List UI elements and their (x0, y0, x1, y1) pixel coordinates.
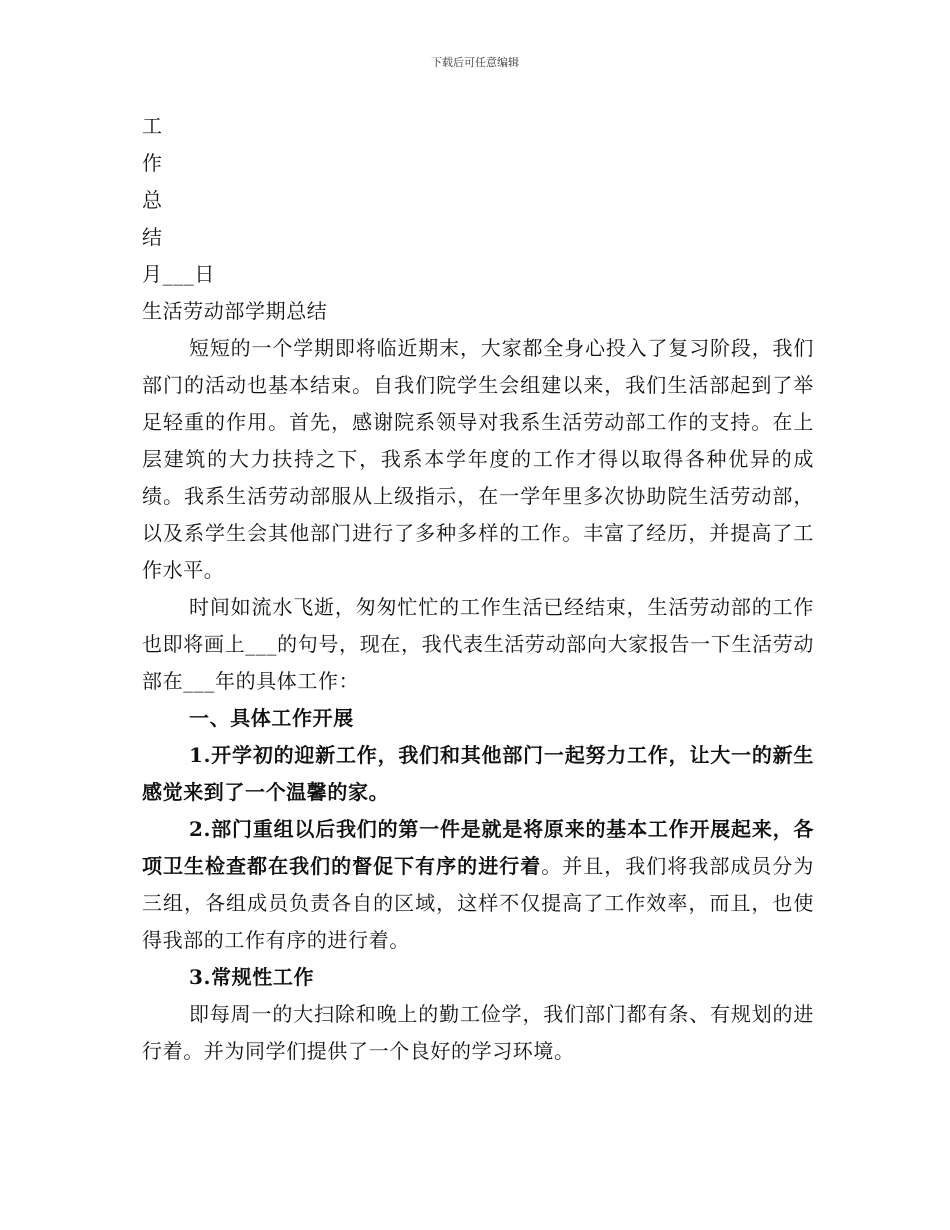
paragraph-intro: 短短的一个学期即将临近期末，大家都全身心投入了复习阶段，我们部门的活动也基本结束。自我们院学生会组建以来，我们生活部起到了举足轻重的作用。首先，感谢院系领导对我系生活劳动部工作的支持。在上层建筑的大力扶持之下，我系本学年度的工作才得以取得各种优异的成绩。我系生活劳动部服从上级指示，在一学年里多次协助院生活劳动部，以及系学生会其他部门进行了多种多样的工作。丰富了经历，并提高了工作水平。 (142, 336, 814, 582)
paragraph-routine: 即每周一的大扫除和晚上的勤工俭学，我们部门都有条、有规划的进行着。并为同学们提供了一个良好的学习环境。 (142, 1002, 814, 1063)
list-item-reorganize-rest: 。并且，我们将我部成员分为三组，各组成员负责各自的区域，这样不仅提高了工作效率，而且，也使得我部的工作有序的进行着。 (142, 854, 814, 952)
list-item-welcome: 1.开学初的迎新工作，我们和其他部门一起努力工作，让大一的新生感觉来到了一个温馨的家。 (142, 743, 814, 804)
header-note: 下载后可任意编辑 (431, 56, 519, 69)
cover-title-char: 总 (142, 188, 163, 212)
list-item-reorganize (142, 811, 814, 959)
list-item-reorganize-lead: 2.部门重组以后我们的第一件是就是将原来的基本工作开展起来，各项卫生检查都在我们的督促下有序的进行着 (142, 817, 814, 878)
list-item-routine-heading: 3.常规性工作 (189, 965, 315, 989)
cover-title-char: 作 (142, 151, 163, 175)
cover-title-char: 工 (142, 114, 163, 138)
cover-date-line: 月___日 (142, 262, 215, 286)
document-body (142, 108, 814, 1070)
section-heading: 一、具体工作开展 (189, 706, 354, 730)
paragraph-report: 时间如流水飞逝，匆匆忙忙的工作生活已经结束，生活劳动部的工作也即将画上___的句号，现在，我代表生活劳动部向大家报告一下生活劳动部在___年的具体工作： (142, 595, 814, 693)
document-title: 生活劳动部学期总结 (142, 299, 328, 323)
cover-title-char: 结 (142, 225, 163, 249)
